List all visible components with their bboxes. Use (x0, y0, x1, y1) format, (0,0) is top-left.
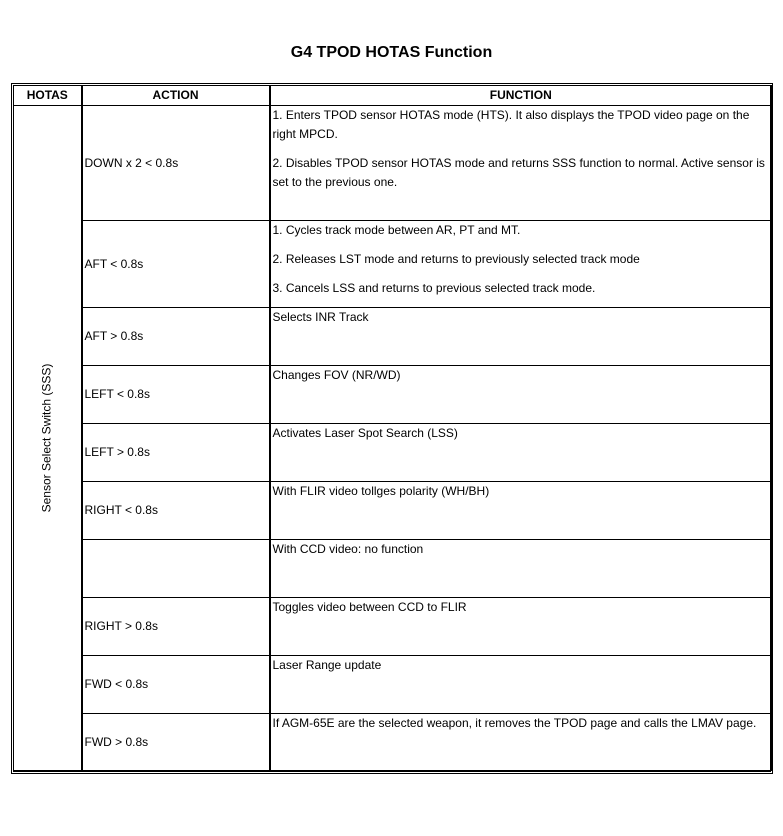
function-text: If AGM-65E are the selected weapon, it removes the TPOD page and calls the LMAV page. (272, 716, 757, 730)
table-row (14, 366, 772, 424)
action-cell: LEFT > 0.8s (82, 424, 270, 482)
table-row (14, 221, 772, 308)
document-title: G4 TPOD HOTAS Function (290, 44, 493, 61)
table-row (14, 106, 772, 221)
function-cell (270, 482, 772, 540)
hotas-label: Sensor Select Switch (SSS) (39, 363, 54, 513)
table-row (14, 308, 772, 366)
function-cell (270, 106, 772, 221)
hotas-cell (14, 106, 82, 771)
action-cell: LEFT < 0.8s (82, 366, 270, 424)
function-text: 1. Cycles track mode between AR, PT and MT. (272, 223, 521, 237)
table-row (14, 714, 772, 771)
function-cell (270, 221, 772, 308)
function-text: Laser Range update (272, 658, 382, 672)
function-text: Activates Laser Spot Search (LSS) (272, 426, 458, 440)
function-cell (270, 424, 772, 482)
action-cell: RIGHT > 0.8s (82, 598, 270, 656)
function-cell (270, 540, 772, 598)
function-text: 1. Enters TPOD sensor HOTAS mode (HTS). It also displays the TPOD video page on the right MPCD. (272, 108, 750, 141)
table-row (14, 598, 772, 656)
header-hotas: HOTAS (14, 86, 82, 106)
function-text: With CCD video: no function (272, 542, 424, 556)
function-text: Changes FOV (NR/WD) (272, 368, 401, 382)
function-cell (270, 366, 772, 424)
function-cell (270, 598, 772, 656)
action-cell: FWD > 0.8s (82, 714, 270, 771)
hotas-function-table (13, 85, 772, 771)
action-cell: RIGHT < 0.8s (82, 482, 270, 540)
action-cell: AFT < 0.8s (82, 221, 270, 308)
function-cell (270, 714, 772, 771)
header-action: ACTION (82, 86, 270, 106)
action-cell (82, 540, 270, 598)
function-text: Selects INR Track (272, 310, 369, 324)
table-row (14, 424, 772, 482)
action-cell: FWD < 0.8s (82, 656, 270, 714)
function-text: Toggles video between CCD to FLIR (272, 600, 467, 614)
function-text: 2. Disables TPOD sensor HOTAS mode and returns SSS function to normal. Active sensor is set to the previous one. (272, 156, 765, 189)
function-cell (270, 656, 772, 714)
function-cell (270, 308, 772, 366)
table-row (14, 656, 772, 714)
table-header-row (14, 86, 772, 106)
action-cell: AFT > 0.8s (82, 308, 270, 366)
function-text: 2. Releases LST mode and returns to previously selected track mode (272, 252, 640, 266)
function-text: 3. Cancels LSS and returns to previous selected track mode. (272, 281, 596, 295)
function-text: With FLIR video tollges polarity (WH/BH) (272, 484, 490, 498)
table-row (14, 482, 772, 540)
table-row (14, 540, 772, 598)
header-function: FUNCTION (270, 86, 772, 106)
action-cell: DOWN x 2 < 0.8s (82, 106, 270, 221)
